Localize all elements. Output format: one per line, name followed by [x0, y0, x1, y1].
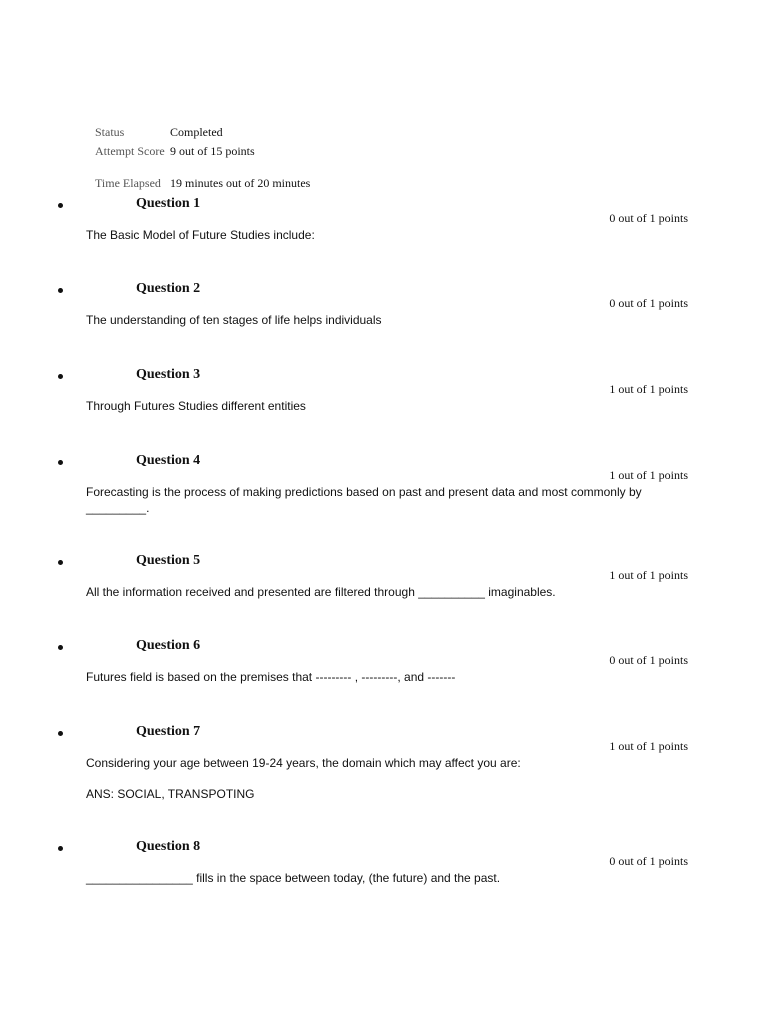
bullet-icon [58, 846, 63, 851]
question-text: The Basic Model of Future Studies include: [86, 228, 315, 242]
question-text: Considering your age between 19-24 years, the domain which may affect you are: [86, 756, 521, 770]
question-title: Question 2 [136, 281, 201, 296]
question-title: Question 3 [136, 367, 201, 382]
bullet-icon [58, 731, 63, 736]
question-title: Question 7 [136, 724, 201, 739]
attempt-score-label: Attempt Score [95, 144, 165, 158]
question-points: 1 out of 1 points [609, 468, 688, 482]
question-points: 0 out of 1 points [609, 653, 688, 667]
question-points: 1 out of 1 points [609, 382, 688, 396]
question-text: ________________ fills in the space between today, (the future) and the past. [86, 871, 501, 885]
status-value: Completed [170, 125, 223, 139]
question-text: Futures field is based on the premises that --------- , ---------, and ------- [86, 670, 456, 684]
bullet-icon [58, 288, 63, 293]
attempt-summary-table [95, 126, 310, 191]
question-text: Forecasting is the process of making predictions based on past and present data and most commonly by _________. [86, 485, 642, 515]
question-answer: ANS: SOCIAL, TRANSPOTING [86, 787, 255, 801]
question-text: All the information received and presented are filtered through __________ imaginables. [86, 585, 556, 599]
question-points: 0 out of 1 points [609, 211, 688, 225]
question-title: Question 5 [136, 553, 201, 568]
bullet-icon [58, 560, 63, 565]
attempt-score-value: 9 out of 15 points [170, 144, 255, 158]
question-title: Question 6 [136, 638, 201, 653]
question-title: Question 8 [136, 839, 201, 854]
question-points: 0 out of 1 points [609, 296, 688, 310]
time-elapsed-value: 19 minutes out of 20 minutes [170, 176, 311, 190]
time-elapsed-label: Time Elapsed [95, 176, 161, 190]
question-title: Question 1 [136, 196, 201, 211]
question-text: The understanding of ten stages of life helps individuals [86, 313, 382, 327]
bullet-icon [58, 203, 63, 208]
question-points: 0 out of 1 points [609, 854, 688, 868]
status-label: Status [95, 125, 125, 139]
question-title: Question 4 [136, 453, 201, 468]
bullet-icon [58, 645, 63, 650]
bullet-icon [58, 374, 63, 379]
question-points: 1 out of 1 points [609, 568, 688, 582]
question-text: Through Futures Studies different entities [86, 399, 306, 413]
question-points: 1 out of 1 points [609, 739, 688, 753]
bullet-icon [58, 460, 63, 465]
